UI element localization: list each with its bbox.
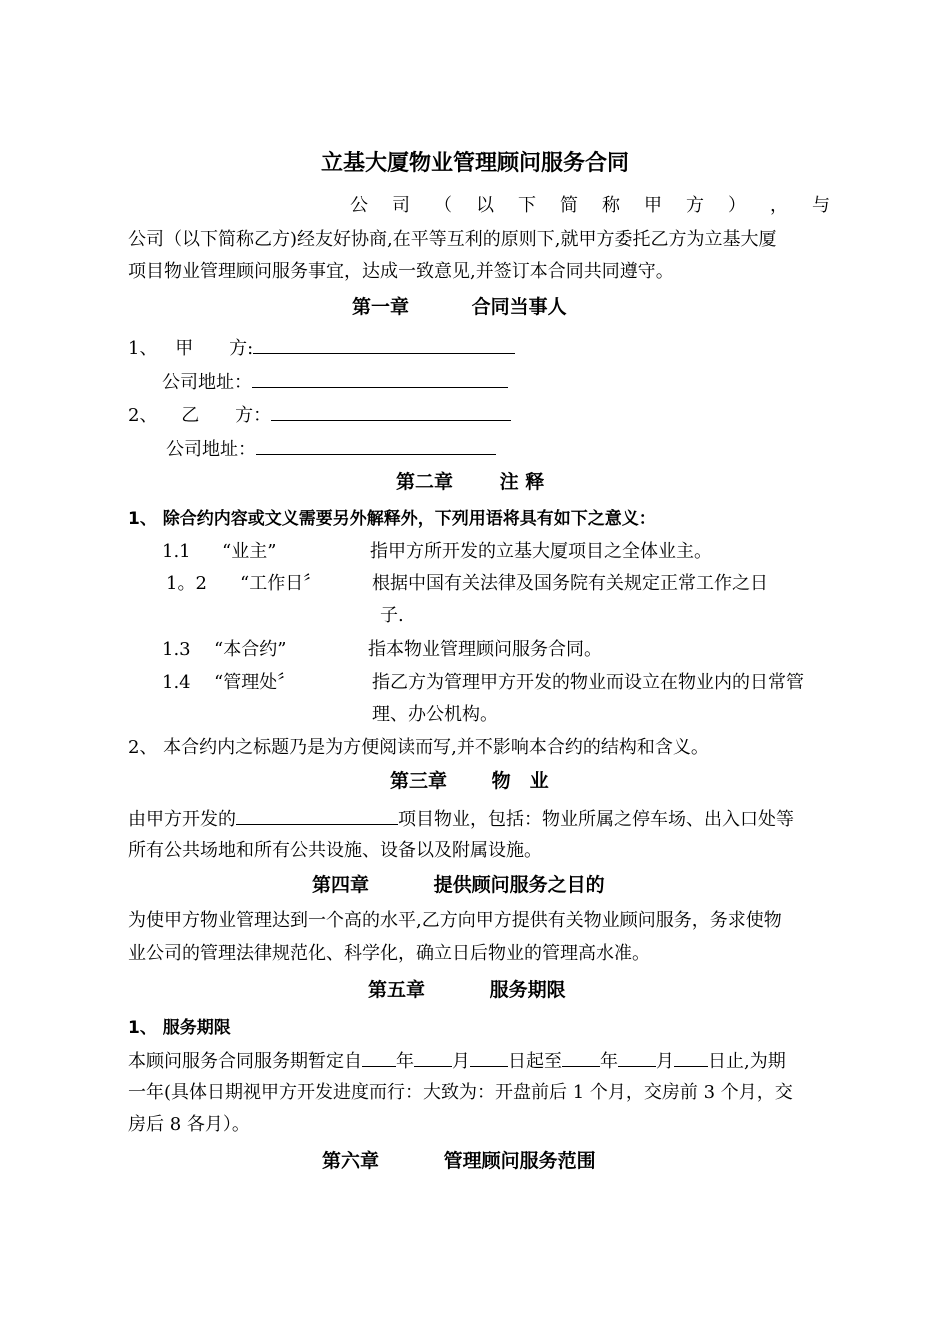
chapter-5-line-1 — [128, 1048, 786, 1074]
definition-1-1 — [162, 540, 712, 564]
start-year-blank[interactable] — [362, 1048, 396, 1067]
end-month-blank[interactable] — [618, 1048, 656, 1067]
clause-5-1: 1、 服务期限 — [128, 1018, 231, 1038]
chapter-number: 第六章 — [322, 1150, 380, 1172]
intro-char: 以 — [476, 195, 494, 216]
chapter-5-line-2: 一年(具体日期视甲方开发进度而行：大致为：开盘前后 1 个月，交房前 3 个月，交 — [128, 1082, 793, 1103]
intro-char: 简 — [560, 195, 578, 216]
chapter-1-heading — [352, 295, 567, 319]
chapter-2-heading — [396, 470, 544, 494]
def-number: 1.1 — [162, 541, 191, 562]
party-b-label: 乙 方： — [181, 405, 272, 426]
chapter-5-heading — [368, 978, 566, 1002]
chapter-number: 第二章 — [396, 471, 454, 493]
definition-1-2-cont: 子. — [380, 605, 404, 626]
def-term: “工作日〞 — [240, 573, 322, 594]
party-b-row — [128, 402, 511, 428]
contract-title: 立基大厦物业管理顾问服务合同 — [320, 151, 629, 176]
text: 月 — [656, 1051, 674, 1072]
def-term: “业主” — [222, 541, 277, 562]
intro-line-1 — [350, 194, 830, 218]
item-number: 1、 — [128, 338, 158, 359]
text: 月 — [452, 1051, 470, 1072]
definition-1-4-cont: 理、办公机构。 — [372, 704, 498, 725]
text: 年 — [396, 1051, 414, 1072]
intro-char: （ — [434, 195, 452, 216]
chapter-name: 服务期限 — [489, 979, 566, 1001]
intro-line-2: 公司（以下简称乙方)经友好协商,在平等互利的原则下,就甲方委托乙方为立基大厦 — [128, 229, 777, 250]
clause-2-1: 1、 除合约内容或文义需要另外解释外，下列用语将具有如下之意义： — [128, 509, 656, 529]
chapter-name: 注 释 — [499, 471, 545, 493]
project-name-blank[interactable] — [236, 806, 398, 825]
intro-char: 甲 — [644, 195, 662, 216]
party-b-address-blank[interactable] — [256, 436, 496, 455]
intro-char: ） — [728, 195, 746, 216]
def-term: “管理处〞 — [214, 672, 296, 693]
def-text: 指本物业管理顾问服务合同。 — [368, 639, 602, 660]
item-number: 2、 — [128, 405, 158, 426]
text: 日起至 — [508, 1051, 562, 1072]
intro-char: 与 — [812, 195, 830, 216]
chapter-3-heading — [390, 769, 549, 793]
start-day-blank[interactable] — [470, 1048, 508, 1067]
text: 日止,为期 — [708, 1051, 786, 1072]
address-label: 公司地址： — [162, 372, 252, 393]
chapter-name: 提供顾问服务之目的 — [433, 874, 605, 896]
def-number: 1。2 — [166, 573, 207, 594]
intro-char: ， — [770, 195, 788, 216]
chapter-number: 第五章 — [368, 979, 426, 1001]
chapter-3-line-1 — [128, 806, 794, 832]
text: 由甲方开发的 — [128, 809, 236, 830]
intro-char: 方 — [686, 195, 704, 216]
chapter-number: 第四章 — [312, 874, 370, 896]
start-month-blank[interactable] — [414, 1048, 452, 1067]
intro-char: 公 — [350, 195, 368, 216]
def-text: 根据中国有关法律及国务院有关规定正常工作之日 — [372, 573, 768, 594]
def-term: “本合约” — [214, 639, 287, 660]
intro-line-3: 项目物业管理顾问服务事宜，达成一致意见,并签订本合同共同遵守。 — [128, 261, 674, 282]
party-a-address-blank[interactable] — [252, 369, 508, 388]
intro-char: 称 — [602, 195, 620, 216]
address-label: 公司地址： — [166, 439, 256, 460]
intro-char: 下 — [518, 195, 536, 216]
end-day-blank[interactable] — [674, 1048, 708, 1067]
party-a-row — [128, 335, 515, 361]
end-year-blank[interactable] — [562, 1048, 600, 1067]
chapter-4-line-2: 业公司的管理法律规范化、科学化，确立日后物业的管理高水准。 — [128, 943, 650, 964]
party-a-address-row — [162, 369, 508, 395]
def-number: 1.4 — [162, 672, 191, 693]
chapter-4-line-1: 为使甲方物业管理达到一个高的水平,乙方向甲方提供有关物业顾问服务，务求使物 — [128, 910, 782, 931]
definition-1-4 — [162, 671, 804, 695]
party-b-blank[interactable] — [271, 402, 511, 421]
text: 本顾问服务合同服务期暂定自 — [128, 1051, 362, 1072]
party-a-blank[interactable] — [253, 335, 515, 354]
chapter-3-line-2: 所有公共场地和所有公共设施、设备以及附属设施。 — [128, 840, 542, 861]
chapter-4-heading — [312, 873, 605, 897]
def-text: 指乙方为管理甲方开发的物业而设立在物业内的日常管 — [372, 672, 804, 693]
chapter-name: 合同当事人 — [471, 296, 567, 318]
chapter-name: 管理顾问服务范围 — [443, 1150, 596, 1172]
chapter-number: 第一章 — [352, 296, 410, 318]
chapter-number: 第三章 — [390, 770, 448, 792]
party-b-address-row — [166, 436, 496, 462]
clause-2-2: 2、 本合约内之标题乃是为方便阅读而写,并不影响本合约的结构和含义。 — [128, 737, 709, 758]
definition-1-3 — [162, 638, 602, 662]
chapter-6-heading — [322, 1149, 596, 1173]
def-number: 1.3 — [162, 639, 191, 660]
text: 年 — [600, 1051, 618, 1072]
def-text: 指甲方所开发的立基大厦项目之全体业主。 — [370, 541, 712, 562]
definition-1-2 — [166, 572, 768, 596]
chapter-5-line-3: 房后 8 各月）。 — [128, 1114, 250, 1135]
intro-char: 司 — [392, 195, 410, 216]
text: 项目物业，包括：物业所属之停车场、出入口处等 — [398, 809, 794, 830]
party-a-label: 甲 方: — [175, 338, 254, 359]
chapter-name: 物 业 — [491, 770, 549, 792]
